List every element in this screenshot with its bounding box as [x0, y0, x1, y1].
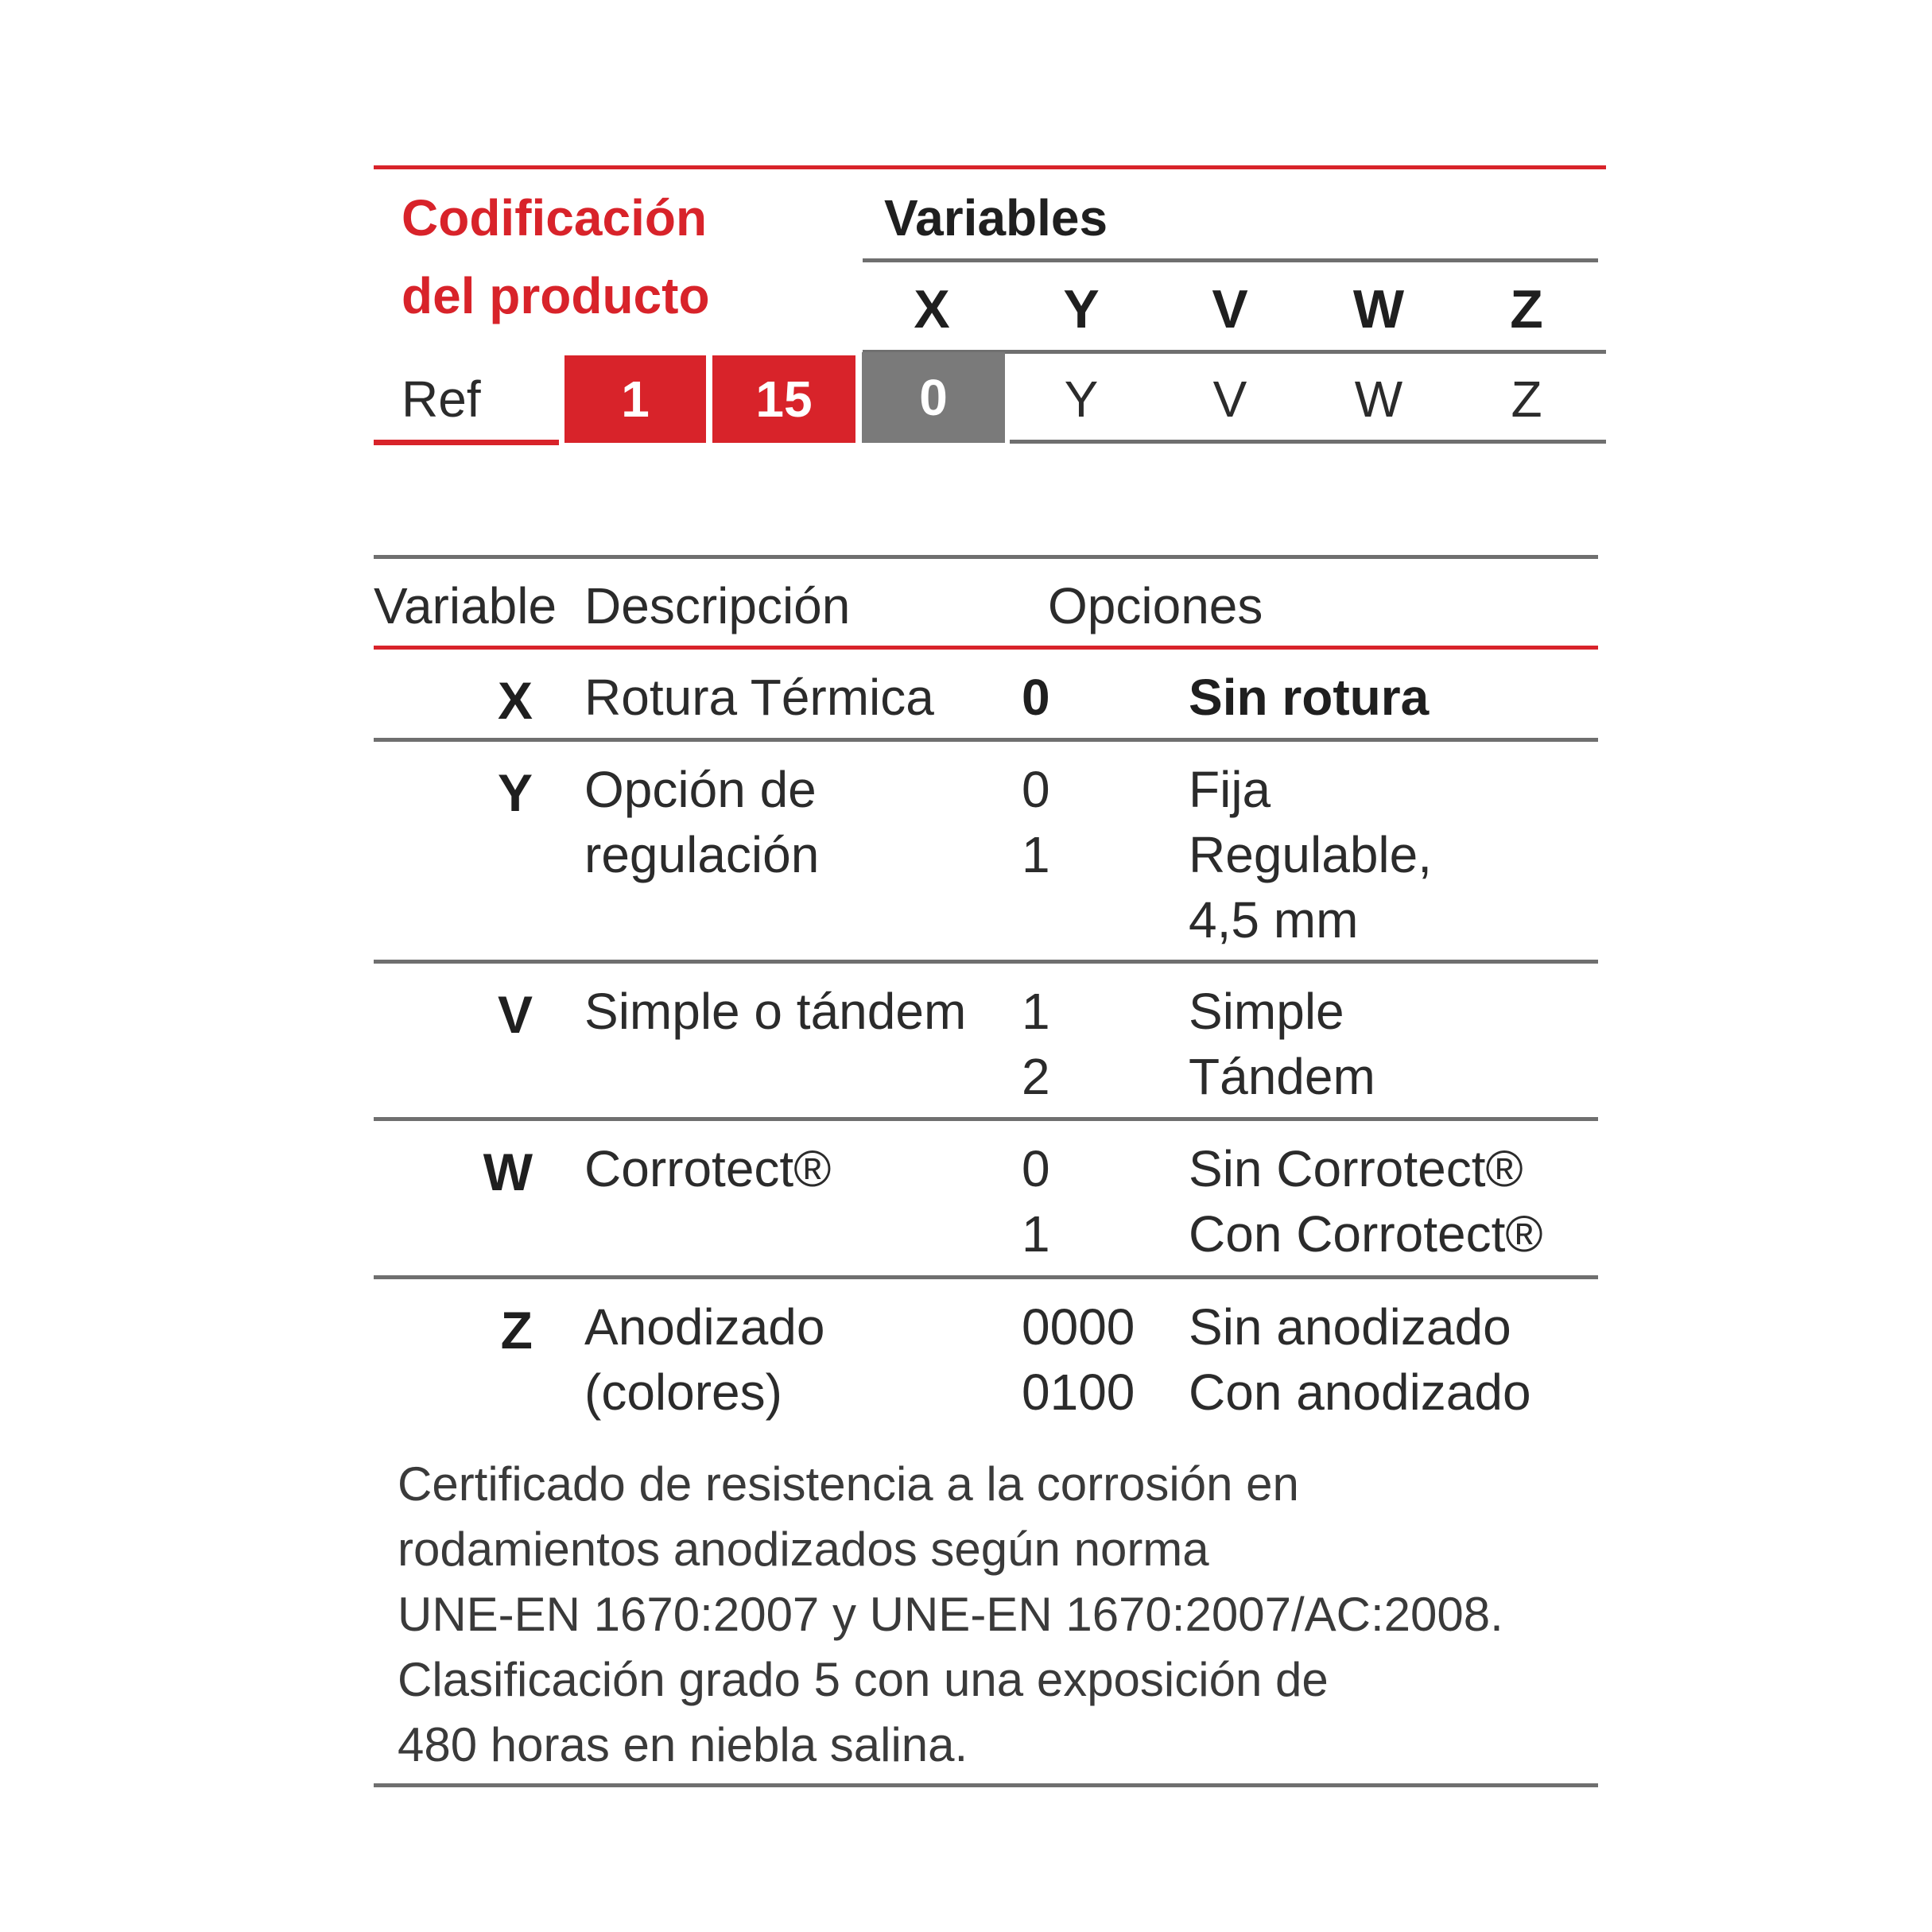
- variables-title: Variables: [884, 189, 1108, 246]
- row-x-variable: X: [497, 671, 533, 730]
- variables-rule: [863, 258, 1598, 262]
- ref-label: Ref: [402, 370, 481, 428]
- row-y-variable: Y: [497, 763, 533, 822]
- variable-header-z: Z: [1510, 279, 1543, 339]
- variable-header-y: Y: [1063, 279, 1100, 339]
- corrosion-certificate-note: Certificado de resistencia a la corrosión en rodamientos anodizados según norma UNE-EN 1670:2007 y UNE-EN 1670:2007/AC:2008. Clasificación grado 5 con una exposición de 480 horas en niebla salina.: [398, 1457, 1503, 1771]
- ref-cell-v: V: [1212, 370, 1247, 428]
- row-w-labels: Sin Corrotect® Con Corrotect®: [1189, 1140, 1543, 1263]
- row-w-variable: W: [483, 1143, 533, 1201]
- row-x-description: Rotura Térmica: [584, 669, 934, 726]
- variable-header-x: X: [914, 279, 950, 339]
- ref-cells-rule: [1010, 440, 1606, 444]
- table-bottom-rule: [374, 1783, 1598, 1787]
- row-x-labels: Sin rotura: [1189, 669, 1430, 726]
- row-v-rule: [374, 1117, 1598, 1121]
- row-v-codes: 1 2: [1022, 983, 1050, 1105]
- row-z-codes: 0000 0100: [1022, 1298, 1135, 1421]
- row-x-codes: 0: [1022, 669, 1050, 726]
- row-v-description: Simple o tándem: [584, 983, 967, 1040]
- variable-header-w: W: [1352, 279, 1405, 339]
- table-top-rule: [374, 555, 1598, 559]
- header-variable: Variable: [374, 577, 557, 634]
- ref-cell-w: W: [1354, 370, 1403, 428]
- ref-cell-y: Y: [1064, 370, 1099, 428]
- ref-cell-z: Z: [1511, 370, 1542, 428]
- row-y-codes: 0 1: [1022, 761, 1050, 883]
- row-y-labels: Fija Regulable, 4,5 mm: [1189, 761, 1432, 949]
- variable-header-v: V: [1212, 279, 1248, 339]
- header-red-rule: [374, 646, 1598, 650]
- row-w-codes: 0 1: [1022, 1140, 1050, 1263]
- row-w-description: Corrotect®: [584, 1140, 832, 1197]
- header-options: Opciones: [1048, 577, 1263, 634]
- row-v-labels: Simple Tándem: [1189, 983, 1375, 1105]
- row-z-labels: Sin anodizado Con anodizado: [1189, 1298, 1531, 1421]
- row-v-variable: V: [497, 985, 533, 1044]
- coding-title-line2: del producto: [402, 267, 710, 324]
- x-value-box: 0: [862, 352, 1005, 443]
- ref-red-rule: [374, 440, 559, 445]
- fixed-code-box-1: 1: [564, 355, 706, 443]
- row-y-description: Opción de regulación: [584, 761, 820, 883]
- row-w-rule: [374, 1275, 1598, 1279]
- header-description: Descripción: [584, 577, 851, 634]
- row-y-rule: [374, 960, 1598, 964]
- row-z-variable: Z: [500, 1301, 533, 1360]
- row-z-description: Anodizado (colores): [584, 1298, 825, 1421]
- row-x-rule: [374, 738, 1598, 742]
- fixed-code-box-15: 15: [712, 355, 855, 443]
- coding-title-line1: Codificación: [402, 189, 708, 246]
- top-red-rule: [374, 165, 1606, 169]
